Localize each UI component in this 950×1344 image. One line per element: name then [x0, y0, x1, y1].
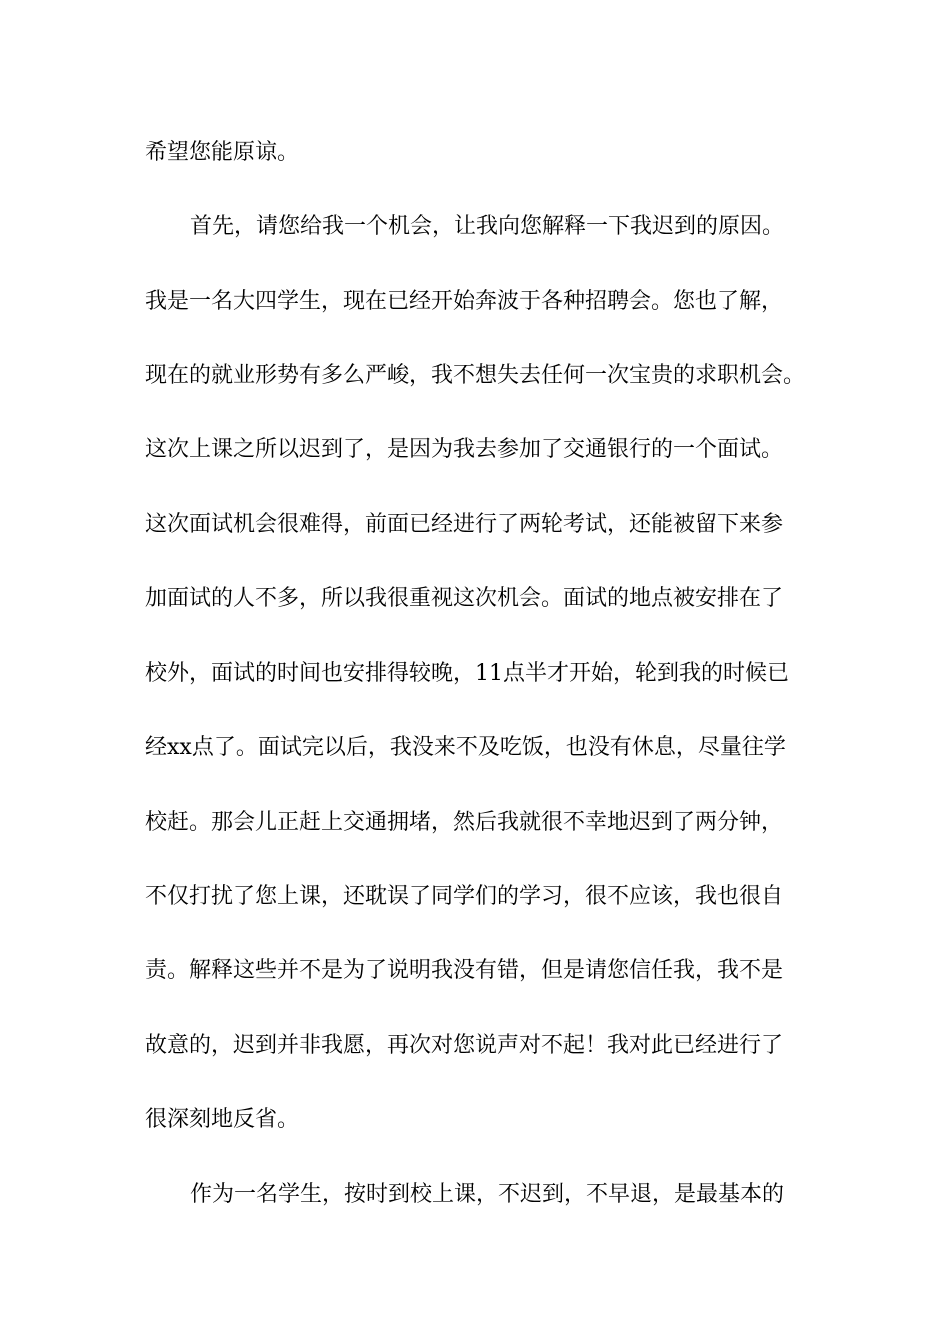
paragraph-first-line: 作为一名学生，按时到校上课，不迟到，不早退，是最基本的 [190, 1182, 785, 1207]
text-line: 故意的，迟到并非我愿，再次对您说声对不起！我对此已经进行了 [145, 1033, 784, 1058]
text-line: 现在的就业形势有多么严峻，我不想失去任何一次宝贵的求职机会。 [145, 363, 806, 388]
text-line: 这次上课之所以迟到了，是因为我去参加了交通银行的一个面试。 [145, 437, 784, 462]
text-line: 责。解释这些并不是为了说明我没有错，但是请您信任我，我不是 [145, 958, 784, 983]
text-line: 希望您能原谅。 [145, 140, 300, 165]
text-line: 加面试的人不多，所以我很重视这次机会。面试的地点被安排在了 [145, 586, 784, 611]
text-line: 校外，面试的时间也安排得较晚，11点半才开始，轮到我的时候已 [145, 661, 789, 686]
text-line: 很深刻地反省。 [145, 1107, 300, 1132]
text-line: 我是一名大四学生，现在已经开始奔波于各种招聘会。您也了解， [145, 289, 784, 314]
paragraph-first-line: 首先，请您给我一个机会，让我向您解释一下我迟到的原因。 [190, 214, 785, 239]
text-line: 经xx点了。面试完以后，我没来不及吃饭，也没有休息，尽量往学 [145, 735, 786, 760]
text-line: 校赶。那会儿正赶上交通拥堵，然后我就很不幸地迟到了两分钟， [145, 810, 784, 835]
text-line: 不仅打扰了您上课，还耽误了同学们的学习，很不应该，我也很自 [145, 884, 784, 909]
text-line: 这次面试机会很难得，前面已经进行了两轮考试，还能被留下来参 [145, 512, 784, 537]
